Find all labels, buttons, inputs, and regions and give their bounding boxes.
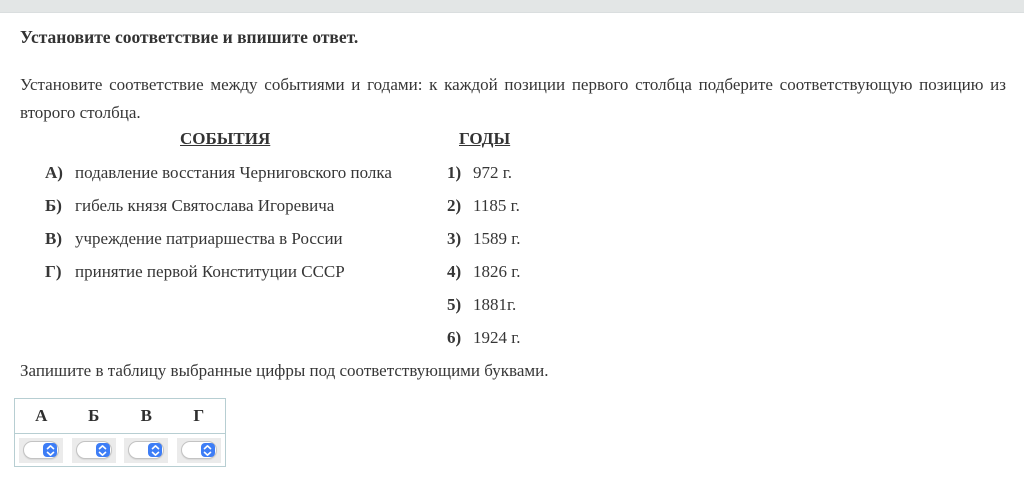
event-text: принятие первой Конституции СССР	[75, 262, 345, 281]
year-number: 6)	[447, 328, 462, 347]
year-text: 1881г.	[473, 295, 517, 314]
year-number: 1)	[447, 163, 462, 182]
answer-column-header-g: Г	[193, 406, 205, 425]
year-item-3	[447, 222, 521, 255]
year-text: 1826 г.	[473, 262, 521, 281]
year-number: 4)	[447, 262, 462, 281]
year-item-2	[447, 189, 521, 222]
answer-cell-v	[120, 434, 173, 466]
select-well	[72, 438, 116, 463]
answer-column-header-b: Б	[88, 406, 100, 425]
answer-select-g[interactable]	[181, 441, 217, 459]
question-title: Установите соответствие и впишите ответ.	[20, 27, 359, 47]
event-item-v	[45, 222, 392, 255]
answer-column-header-a: А	[35, 406, 48, 425]
event-letter: Г)	[45, 262, 62, 281]
events-column-header: СОБЫТИЯ	[180, 129, 271, 148]
event-letter: Б)	[45, 196, 62, 215]
event-item-b	[45, 189, 392, 222]
year-number: 2)	[447, 196, 462, 215]
select-well	[19, 438, 63, 463]
event-item-a	[45, 156, 392, 189]
answer-cell-g	[173, 434, 226, 466]
answer-table-input-row	[15, 434, 225, 466]
up-down-stepper-icon	[201, 443, 215, 457]
up-down-stepper-icon	[148, 443, 162, 457]
answer-select-v[interactable]	[128, 441, 164, 459]
answer-select-a[interactable]	[23, 441, 59, 459]
year-number: 3)	[447, 229, 462, 248]
year-item-5	[447, 288, 521, 321]
top-bar	[0, 0, 1024, 13]
answer-cell-b	[68, 434, 121, 466]
answer-column-header-v: В	[140, 406, 152, 425]
year-text: 1185 г.	[473, 196, 520, 215]
event-text: подавление восстания Черниговского полка	[75, 163, 392, 182]
event-text: гибель князя Святослава Игоревича	[75, 196, 335, 215]
years-list	[447, 156, 521, 354]
answer-select-b[interactable]	[76, 441, 112, 459]
up-down-stepper-icon	[43, 443, 57, 457]
answer-table	[14, 398, 226, 467]
year-item-4	[447, 255, 521, 288]
question-instruction: Установите соответствие между событиями и годами: к каждой позиции первого столбца подберите соответствующую позицию из второго столбца.	[20, 75, 1006, 122]
event-letter: А)	[45, 163, 63, 182]
year-number: 5)	[447, 295, 462, 314]
year-text: 1924 г.	[473, 328, 521, 347]
year-text: 972 г.	[473, 163, 513, 182]
year-text: 1589 г.	[473, 229, 521, 248]
event-text: учреждение патриаршества в России	[75, 229, 343, 248]
year-item-1	[447, 156, 521, 189]
answer-instruction: Запишите в таблицу выбранные цифры под соответствующими буквами.	[20, 361, 549, 380]
answer-cell-a	[15, 434, 68, 466]
select-well	[177, 438, 221, 463]
answer-table-header-row	[15, 399, 225, 434]
events-list	[45, 156, 392, 288]
select-well	[124, 438, 168, 463]
years-column-header: ГОДЫ	[459, 129, 511, 148]
year-item-6	[447, 321, 521, 354]
up-down-stepper-icon	[96, 443, 110, 457]
event-item-g	[45, 255, 392, 288]
event-letter: В)	[45, 229, 62, 248]
